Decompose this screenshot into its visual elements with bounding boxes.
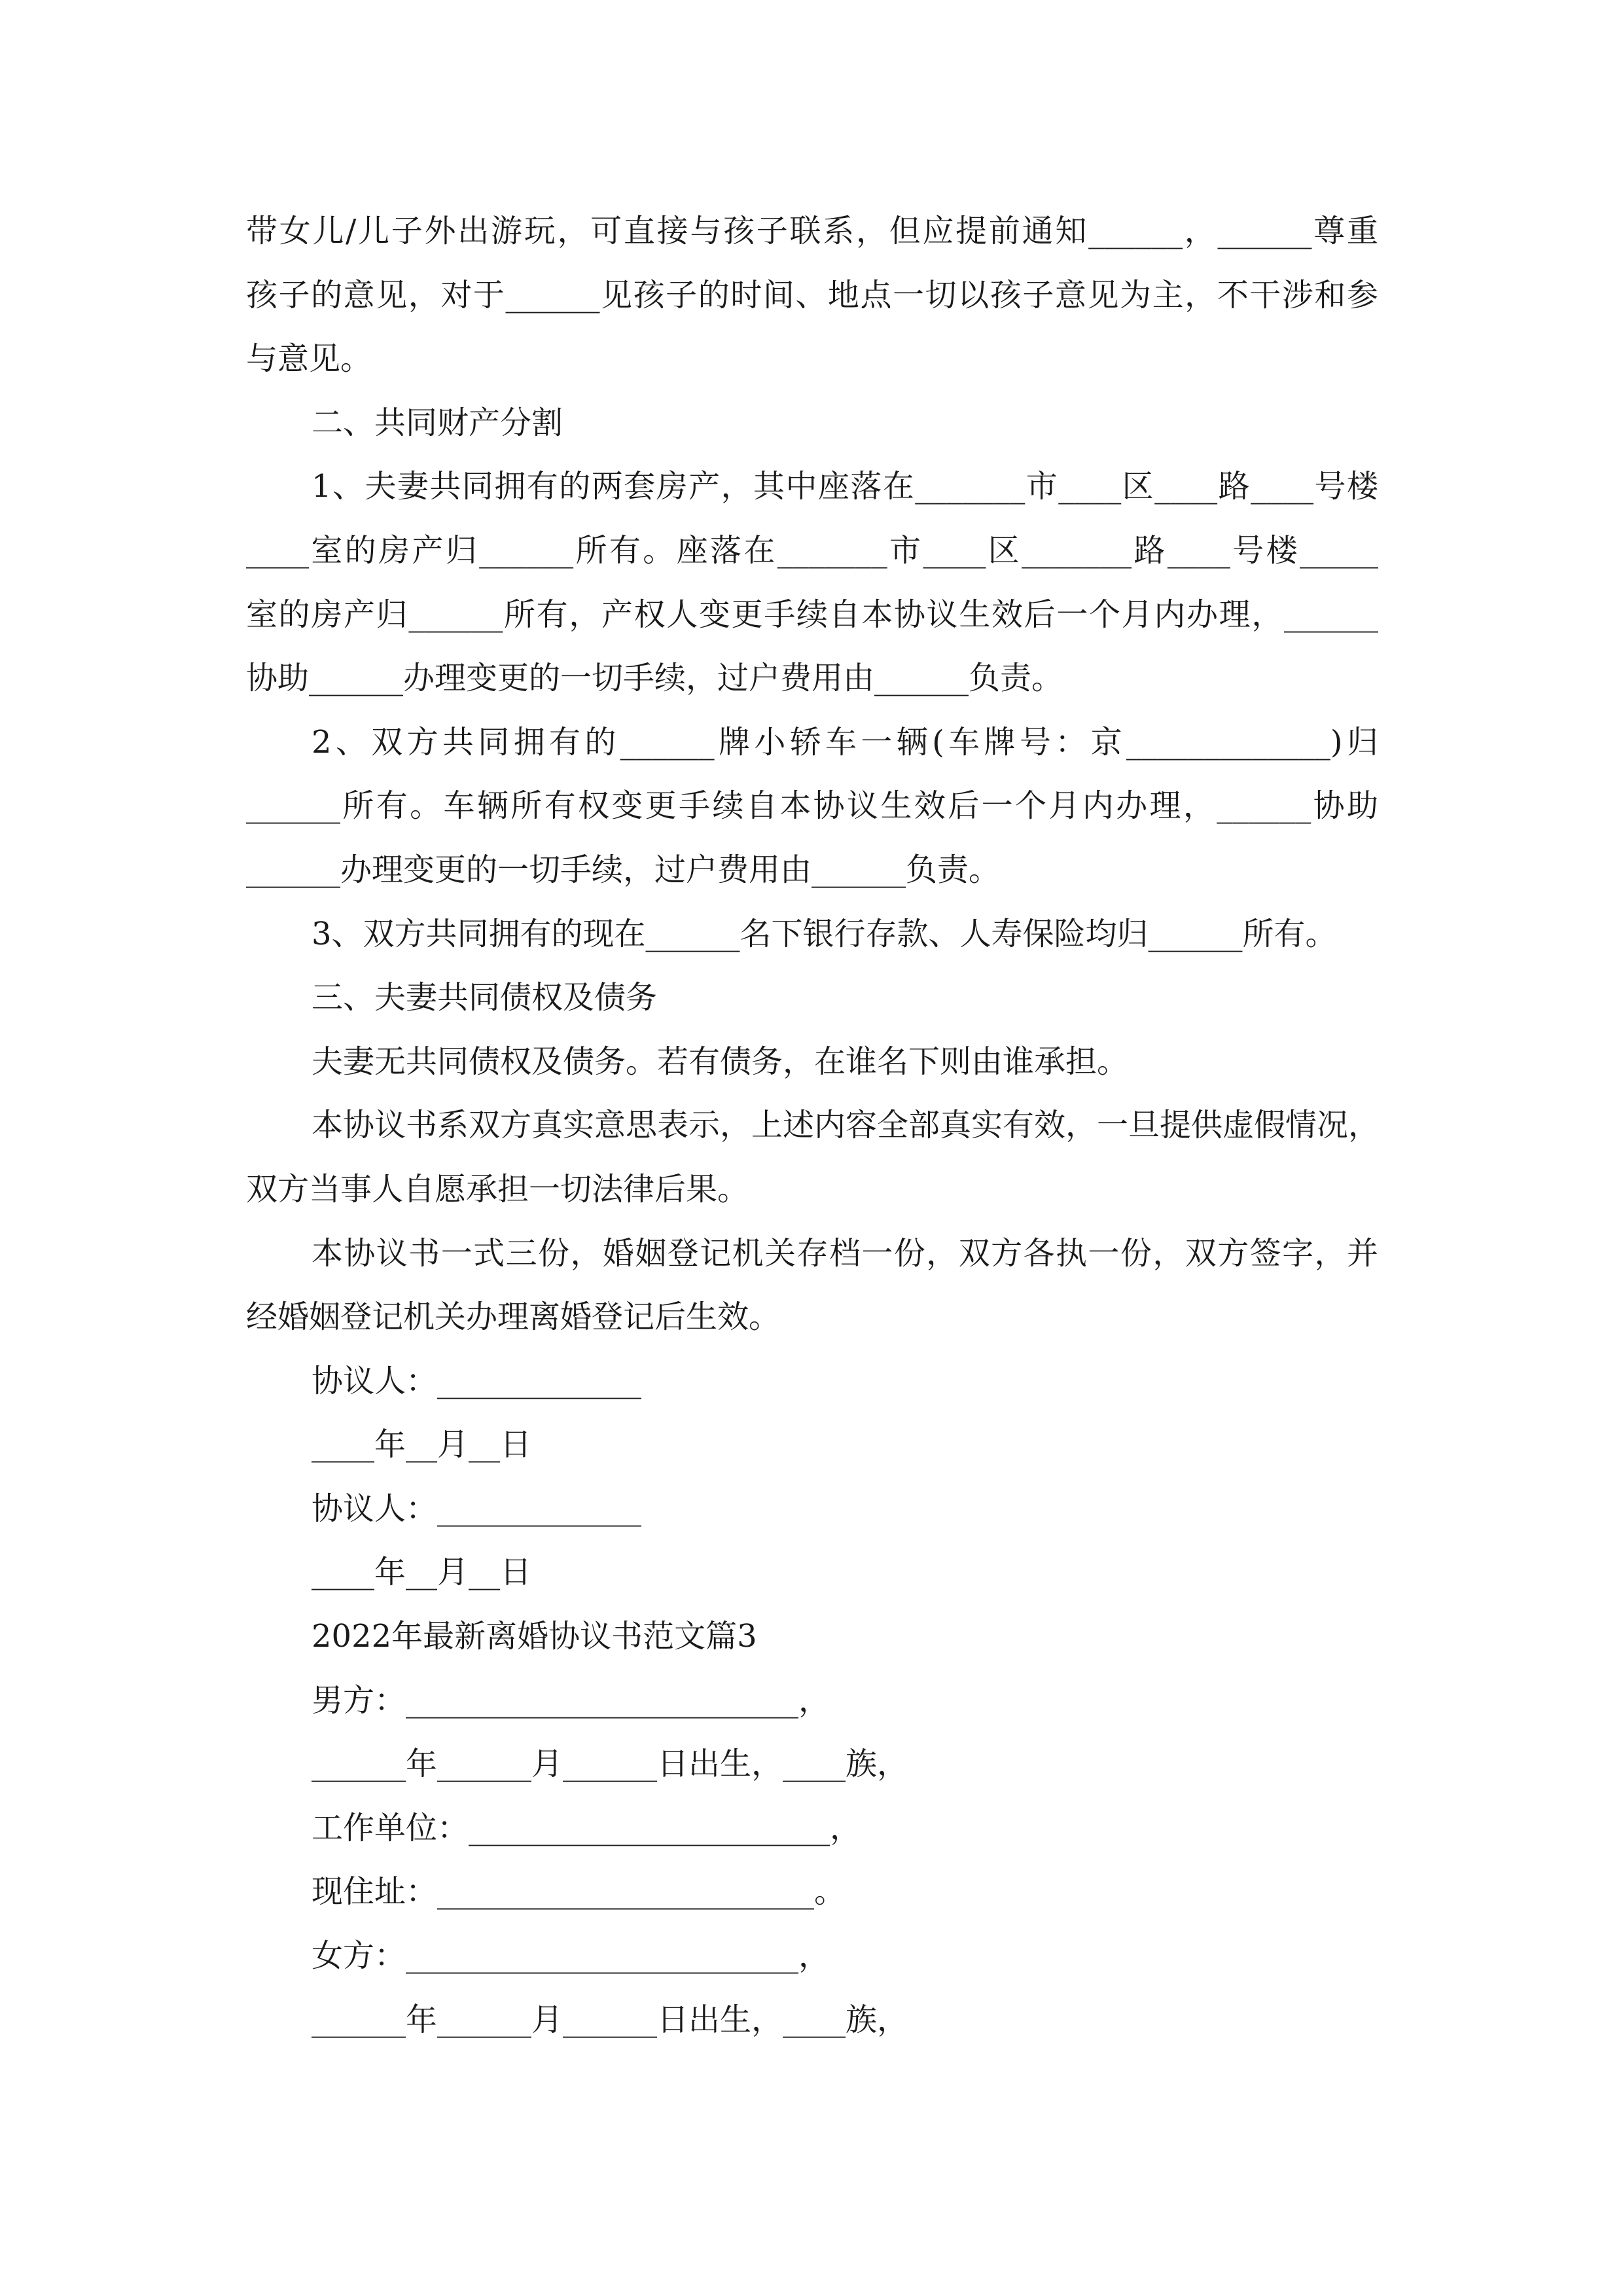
paragraph-line: 协助______办理变更的一切手续，过户费用由______负责。	[246, 660, 1063, 697]
paragraph-line: ______办理变更的一切手续，过户费用由______负责。	[246, 851, 1001, 888]
signature-line: 协议人：_____________	[312, 1490, 642, 1527]
paragraph-line: 带女儿/儿子外出游玩，可直接与孩子联系，但应提前通知______，______尊重	[246, 213, 1378, 249]
paragraph-line: 夫妻无共同债权及债务。若有债务，在谁名下则由谁承担。	[312, 1043, 1129, 1080]
form-line: 工作单位：_______________________，	[312, 1809, 862, 1846]
form-line: 男方：_________________________，	[312, 1681, 830, 1719]
section-heading: 二、共同财产分割	[312, 404, 563, 441]
section-title: 2022年最新离婚协议书范文篇3	[312, 1618, 757, 1655]
paragraph-line: 本协议书系双方真实意思表示，上述内容全部真实有效，一旦提供虚假情况，	[312, 1107, 1380, 1144]
paragraph-line: 孩子的意见，对于______见孩子的时间、地点一切以孩子意见为主，不干涉和参	[246, 276, 1378, 314]
date-line: ____年__月__日	[312, 1554, 532, 1591]
paragraph-line: 双方当事人自愿承担一切法律后果。	[246, 1170, 749, 1208]
paragraph-line: 2、双方共同拥有的______牌小轿车一辆(车牌号：京_____________)归	[312, 723, 1378, 761]
form-line: ______年______月______日出生，____族，	[312, 1746, 909, 1783]
paragraph-line: 1、夫妻共同拥有的两套房产，其中座落在_______市____区____路____号楼	[312, 468, 1378, 505]
section-heading: 三、夫妻共同债权及债务	[312, 979, 658, 1016]
form-line: 现住址：________________________。	[312, 1873, 846, 1910]
paragraph-line: ____室的房产归______所有。座落在_______市____区_______路____号楼_____	[246, 531, 1378, 569]
form-line: 女方：_________________________，	[312, 1937, 830, 1975]
form-line: ______年______月______日出生，____族，	[312, 2001, 909, 2038]
paragraph-line: ______所有。车辆所有权变更手续自本协议生效后一个月内办理，______协助	[246, 787, 1378, 825]
paragraph-line: 经婚姻登记机关办理离婚登记后生效。	[246, 1299, 781, 1336]
document-body	[246, 200, 1378, 2052]
paragraph-line: 室的房产归______所有，产权人变更手续自本协议生效后一个月内办理，______	[246, 596, 1378, 633]
date-line: ____年__月__日	[312, 1426, 532, 1463]
signature-line: 协议人：_____________	[312, 1362, 642, 1399]
paragraph-line: 3、双方共同拥有的现在______名下银行存款、人寿保险均归______所有。	[312, 915, 1337, 952]
paragraph-line: 本协议书一式三份，婚姻登记机关存档一份，双方各执一份，双方签字，并	[312, 1234, 1378, 1272]
paragraph-line: 与意见。	[246, 340, 372, 378]
